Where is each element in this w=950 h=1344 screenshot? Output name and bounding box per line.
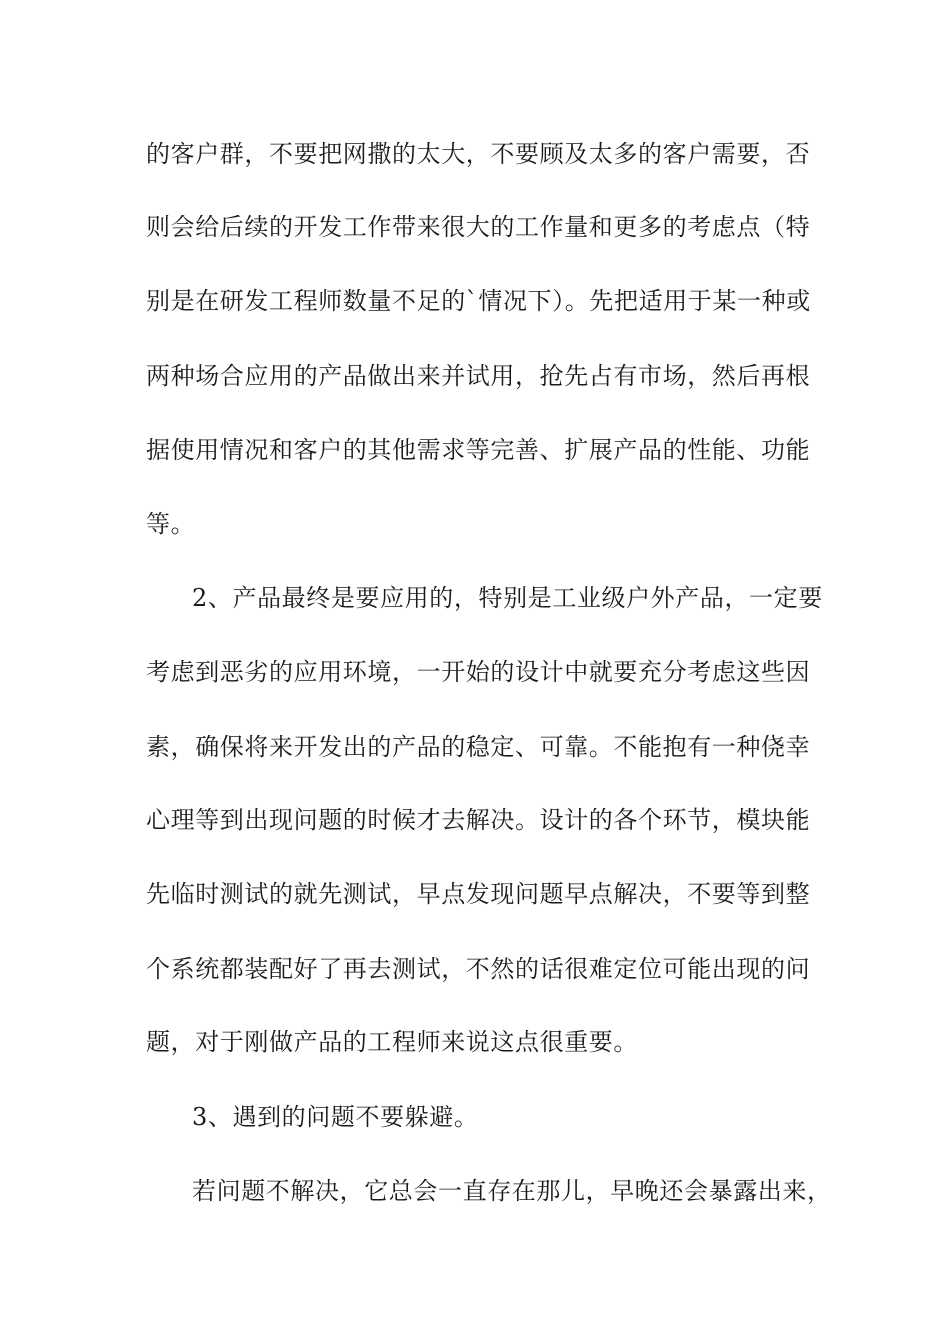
- text-line: 题，对于刚做产品的工程师来说这点很重要。: [146, 1028, 638, 1056]
- text-line: 素，确保将来开发出的产品的稳定、可靠。不能抱有一种侥幸: [146, 733, 811, 761]
- text-line: 3、遇到的问题不要躲避。: [192, 1103, 479, 1131]
- text-line: 考虑到恶劣的应用环境，一开始的设计中就要充分考虑这些因: [146, 658, 811, 686]
- text-line: 个系统都装配好了再去测试，不然的话很难定位可能出现的问: [146, 955, 811, 983]
- text-line: 等。: [146, 510, 196, 538]
- text-line: 先临时测试的就先测试，早点发现问题早点解决，不要等到整: [146, 880, 811, 908]
- text-line: 别是在研发工程师数量不足的`情况下）。先把适用于某一种或: [146, 287, 811, 315]
- text-line: 的客户群，不要把网撒的太大，不要顾及太多的客户需要，否: [146, 140, 811, 168]
- text-line: 据使用情况和客户的其他需求等完善、扩展产品的性能、功能: [146, 436, 811, 464]
- text-line: 两种场合应用的产品做出来并试用，抢先占有市场，然后再根: [146, 362, 811, 390]
- text-line: 心理等到出现问题的时候才去解决。设计的各个环节，模块能: [146, 806, 811, 834]
- text-line: 若问题不解决，它总会一直存在那儿，早晚还会暴露出来，: [192, 1177, 832, 1205]
- text-line: 2、产品最终是要应用的，特别是工业级户外产品，一定要: [192, 584, 823, 612]
- text-line: 则会给后续的开发工作带来很大的工作量和更多的考虑点（特: [146, 213, 811, 241]
